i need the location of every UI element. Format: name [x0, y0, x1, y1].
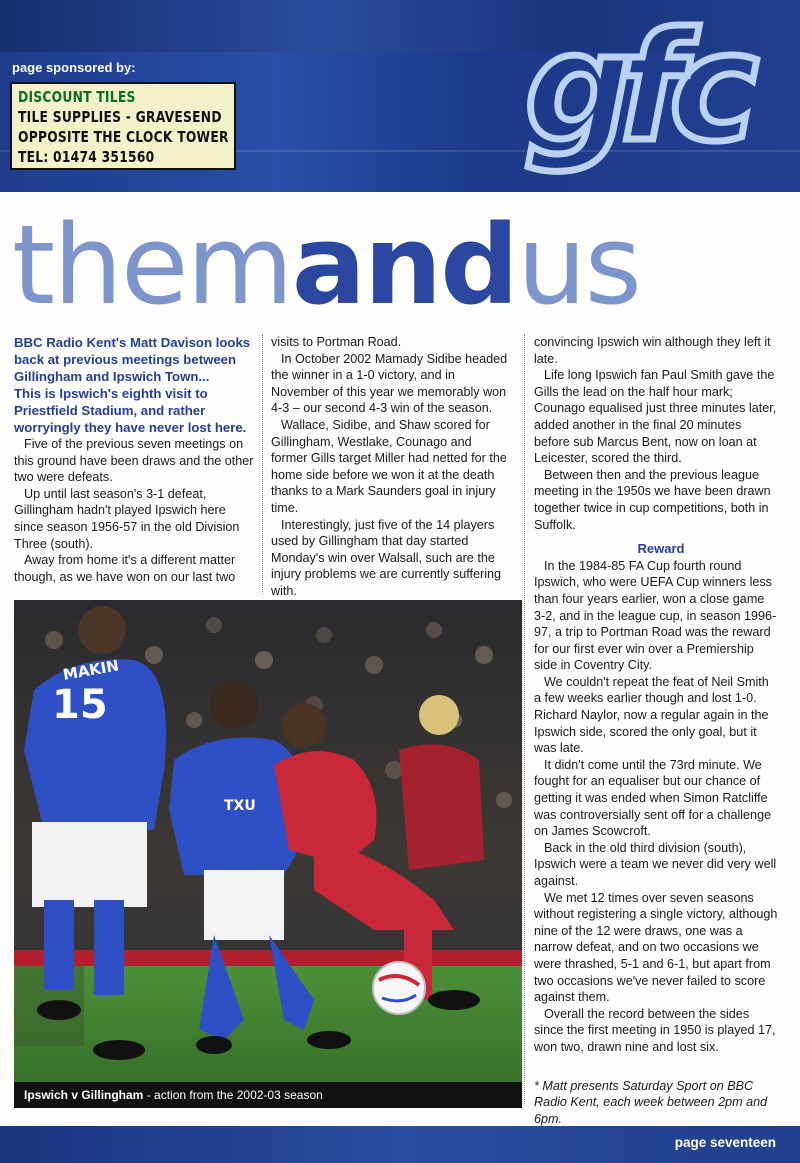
sponsor-advert [10, 82, 236, 170]
article-paragraph: Between then and the previous league meeting in the 1950s we have been drawn together twice in cup competitions, both in Suffolk. [534, 467, 771, 532]
article-paragraph: Up until last season's 3-1 defeat, Gillingham hadn't played Ipswich here since season 1956-57 in the old Division Three (south). [14, 486, 240, 551]
author-note: * Matt presents Saturday Sport on BBC Radio Kent, each week between 2pm and 6pm. [534, 1078, 768, 1126]
article-paragraph: Interestingly, just five of the 14 players used by Gillingham that day started Monday's win over Walsall, such are the injury problems we are currently suffering with. [271, 517, 502, 598]
article-paragraph: Wallace, Sidibe, and Shaw scored for Gillingham, Westlake, Counago and former Gills target Miller had netted for the home side before we won it at the death thanks to a Mark Saunders goal in injury time. [271, 417, 507, 515]
article-paragraph: In October 2002 Mamady Sidibe headed the winner in a 1-0 victory, and in November of this year we memorably won 4-3 – our second 4-3 win of the season. [271, 351, 508, 416]
title-us: us [516, 201, 640, 329]
page-footer [0, 1126, 800, 1163]
column-divider [524, 334, 525, 1104]
article-paragraph: Life long Ipswich fan Paul Smith gave the Gills the lead on the half hour mark; Counago equalised just three minutes later, added another in the final 20 minutes before sub Marcus Bent, now on loan at Leicester, scored the third. [534, 368, 777, 466]
title-and: and [291, 201, 517, 329]
article-column-2 [271, 334, 511, 616]
article-paragraph: It didn't come until the 73rd minute. We fought for an equaliser but our chance of getting it was ended when Simon Ratcliffe was controversially sent off for a challenge on James Scowcroft. [534, 757, 772, 839]
section-subheading: Reward [637, 541, 685, 557]
article-paragraph: visits to Portman Road. [271, 335, 402, 349]
title-them: them [12, 201, 292, 329]
sponsor-label: page sponsored by: [12, 60, 136, 75]
match-photo [14, 600, 522, 1108]
club-logo-text: gfc [525, 14, 745, 175]
article-paragraph: Overall the record between the sides since the first meeting in 1950 is played 17, won two, drawn nine and lost six. [534, 1006, 776, 1054]
article-paragraph: We couldn't repeat the feat of Neil Smith a few weeks earlier though and lost 1-0. Richard Naylor, now a regular again in the Ipswich side, scored the only goal, but it was late. [534, 674, 769, 756]
column-divider [262, 334, 263, 594]
sponsor-line: TILE SUPPLIES - GRAVESEND [18, 108, 222, 126]
article-paragraph: Five of the previous seven meetings on this ground have been draws and the other two were defeats. [14, 437, 254, 485]
article-paragraph: convincing Ipswich win although they left it late. [534, 335, 771, 366]
sponsor-line: TEL: 01474 351560 [18, 148, 155, 166]
sponsor-line: OPPOSITE THE CLOCK TOWER [18, 128, 229, 146]
photo-caption-title: Ipswich v Gillingham [24, 1088, 144, 1102]
article-lead: BBC Radio Kent's Matt Davison looks back at previous meetings between Gillingham and Ipswich Town... [14, 335, 251, 384]
article-column-3 [534, 334, 778, 1127]
match-photo-illustration [14, 600, 522, 1108]
shirt-name-text: MAKIN [61, 656, 121, 684]
page-title [12, 201, 640, 329]
page-header [0, 0, 800, 192]
photo-caption [14, 1082, 522, 1108]
photo-sponsor-text: TXU [224, 798, 256, 814]
shirt-number-text: 15 [52, 682, 108, 728]
article-paragraph: Away from home it's a different matter though, as we have won on our last two [14, 553, 236, 584]
article-paragraph: Back in the old third division (south), Ipswich were a team we never did very well against. [534, 840, 777, 888]
article-intro: This is Ipswich's eighth visit to Priestfield Stadium, and rather worryingly they have never lost here. [14, 386, 247, 435]
sponsor-line: DISCOUNT TILES [18, 88, 136, 106]
article-paragraph: We met 12 times over seven seasons without registering a single victory, although nine of the 12 were draws, one was a narrow defeat, and on two occasions we were thrashed, 5-1 and 6-1, but apart from two occasions we've never failed to score against them. [534, 890, 778, 1005]
article-column-1 [14, 334, 254, 585]
page-number: page seventeen [674, 1135, 776, 1150]
article-paragraph: In the 1984-85 FA Cup fourth round Ipswich, who were UEFA Cup winners less than four years earlier, won a close game 3-2, and in the league cup, in season 1996-97, a trip to Portman Road was the reward for our first ever win over a Premiership side in Coventry City. [534, 558, 777, 673]
club-logo [515, 14, 795, 184]
photo-caption-text: - action from the 2002-03 season [143, 1088, 323, 1102]
